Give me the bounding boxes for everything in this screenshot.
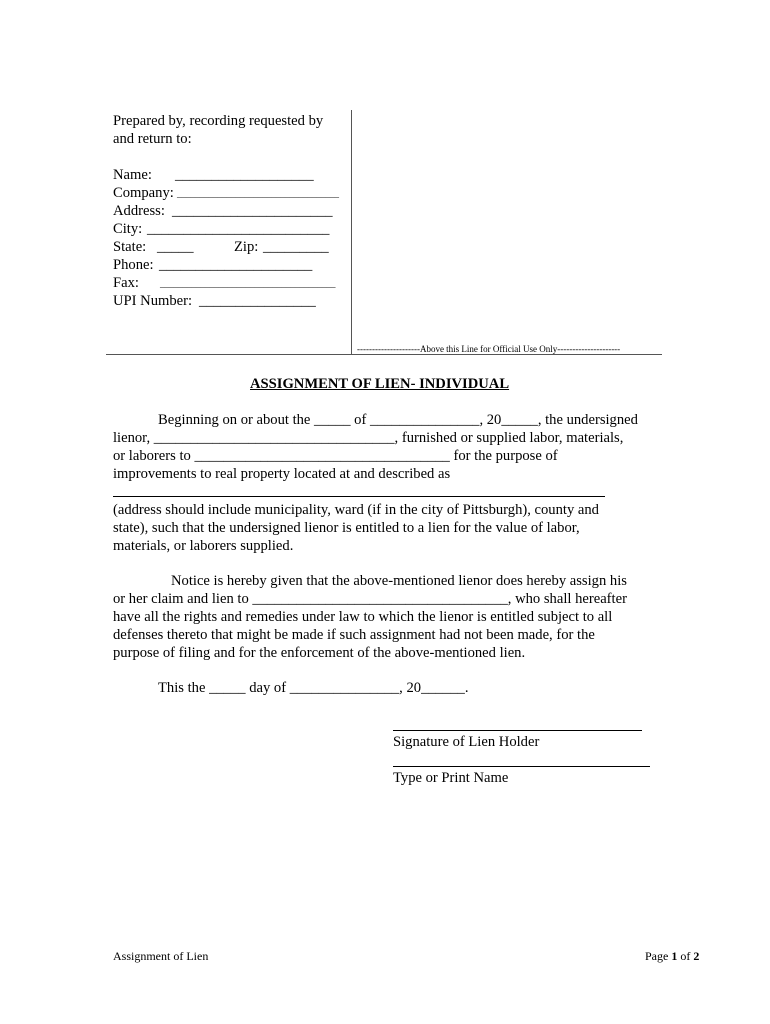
paragraph1-line8: materials, or laborers supplied. [113,538,294,554]
city-field[interactable]: _________________________ [147,221,330,237]
company-field[interactable]: ____________________________________ [177,189,339,199]
document-title: ASSIGNMENT OF LIEN- INDIVIDUAL [250,376,510,392]
signature-label: Signature of Lien Holder [393,734,540,750]
zip-label: Zip: [234,239,259,255]
official-use-notice: ---------------------Above this Line for Official Use Only--------------------- [357,344,621,354]
page-of: of [677,949,694,963]
signature-line[interactable] [393,730,642,731]
page-indicator [645,949,699,963]
header-vertical-divider [351,110,352,355]
upi-field[interactable]: ________________ [199,293,316,309]
paragraph2-line1: Notice is hereby given that the above-mentioned lienor does hereby assign his [171,573,627,589]
phone-field[interactable]: _____________________ [159,257,313,273]
paragraph1-line7: state), such that the undersigned lienor is entitled to a lien for the value of labor, [113,520,580,536]
fax-field[interactable]: _______________________________________ [160,279,336,289]
paragraph1-line1: Beginning on or about the _____ of _______________, 20_____, the undersigned [158,412,638,428]
paragraph1-line3: or laborers to ___________________________________ for the purpose of [113,448,558,464]
address-field[interactable]: ______________________ [172,203,333,219]
company-label: Company: [113,185,174,201]
page-number: 1 [671,949,678,963]
paragraph2-line4: defenses thereto that might be made if such assignment had not been made, for the [113,627,595,643]
footer-title: Assignment of Lien [113,949,209,963]
print-name-line[interactable] [393,766,650,767]
header-horizontal-divider [106,354,662,355]
address-label: Address: [113,203,165,219]
paragraph2-line2: or her claim and lien to ___________________________________, who shall hereafter [113,591,627,607]
name-label: Name: [113,167,152,183]
prepared-by-line1: Prepared by, recording requested by [113,113,324,129]
fax-label: Fax: [113,275,139,291]
phone-label: Phone: [113,257,154,273]
page-prefix: Page [645,949,672,963]
state-field[interactable]: _____ [157,239,194,255]
prepared-by-line2: and return to: [113,131,192,147]
print-name-label: Type or Print Name [393,770,509,786]
upi-label: UPI Number: [113,293,193,309]
zip-field[interactable]: _________ [263,239,329,255]
paragraph1-line4: improvements to real property located at and described as [113,466,451,482]
state-label: State: [113,239,147,255]
paragraph2-line5: purpose of filing and for the enforcement of the above-mentioned lien. [113,645,526,661]
name-field[interactable]: ___________________ [175,167,314,183]
date-line: This the _____ day of _______________, 20______. [158,680,469,696]
paragraph2-line3: have all the rights and remedies under law to which the lienor is entitled subject to all [113,609,613,625]
paragraph1-line6: (address should include municipality, ward (if in the city of Pittsburgh), county and [113,502,599,518]
city-label: City: [113,221,143,237]
paragraph1-line2: lienor, _________________________________, furnished or supplied labor, materials, [113,430,624,446]
address-blank-line[interactable] [113,496,605,497]
page-total: 2 [693,949,700,963]
